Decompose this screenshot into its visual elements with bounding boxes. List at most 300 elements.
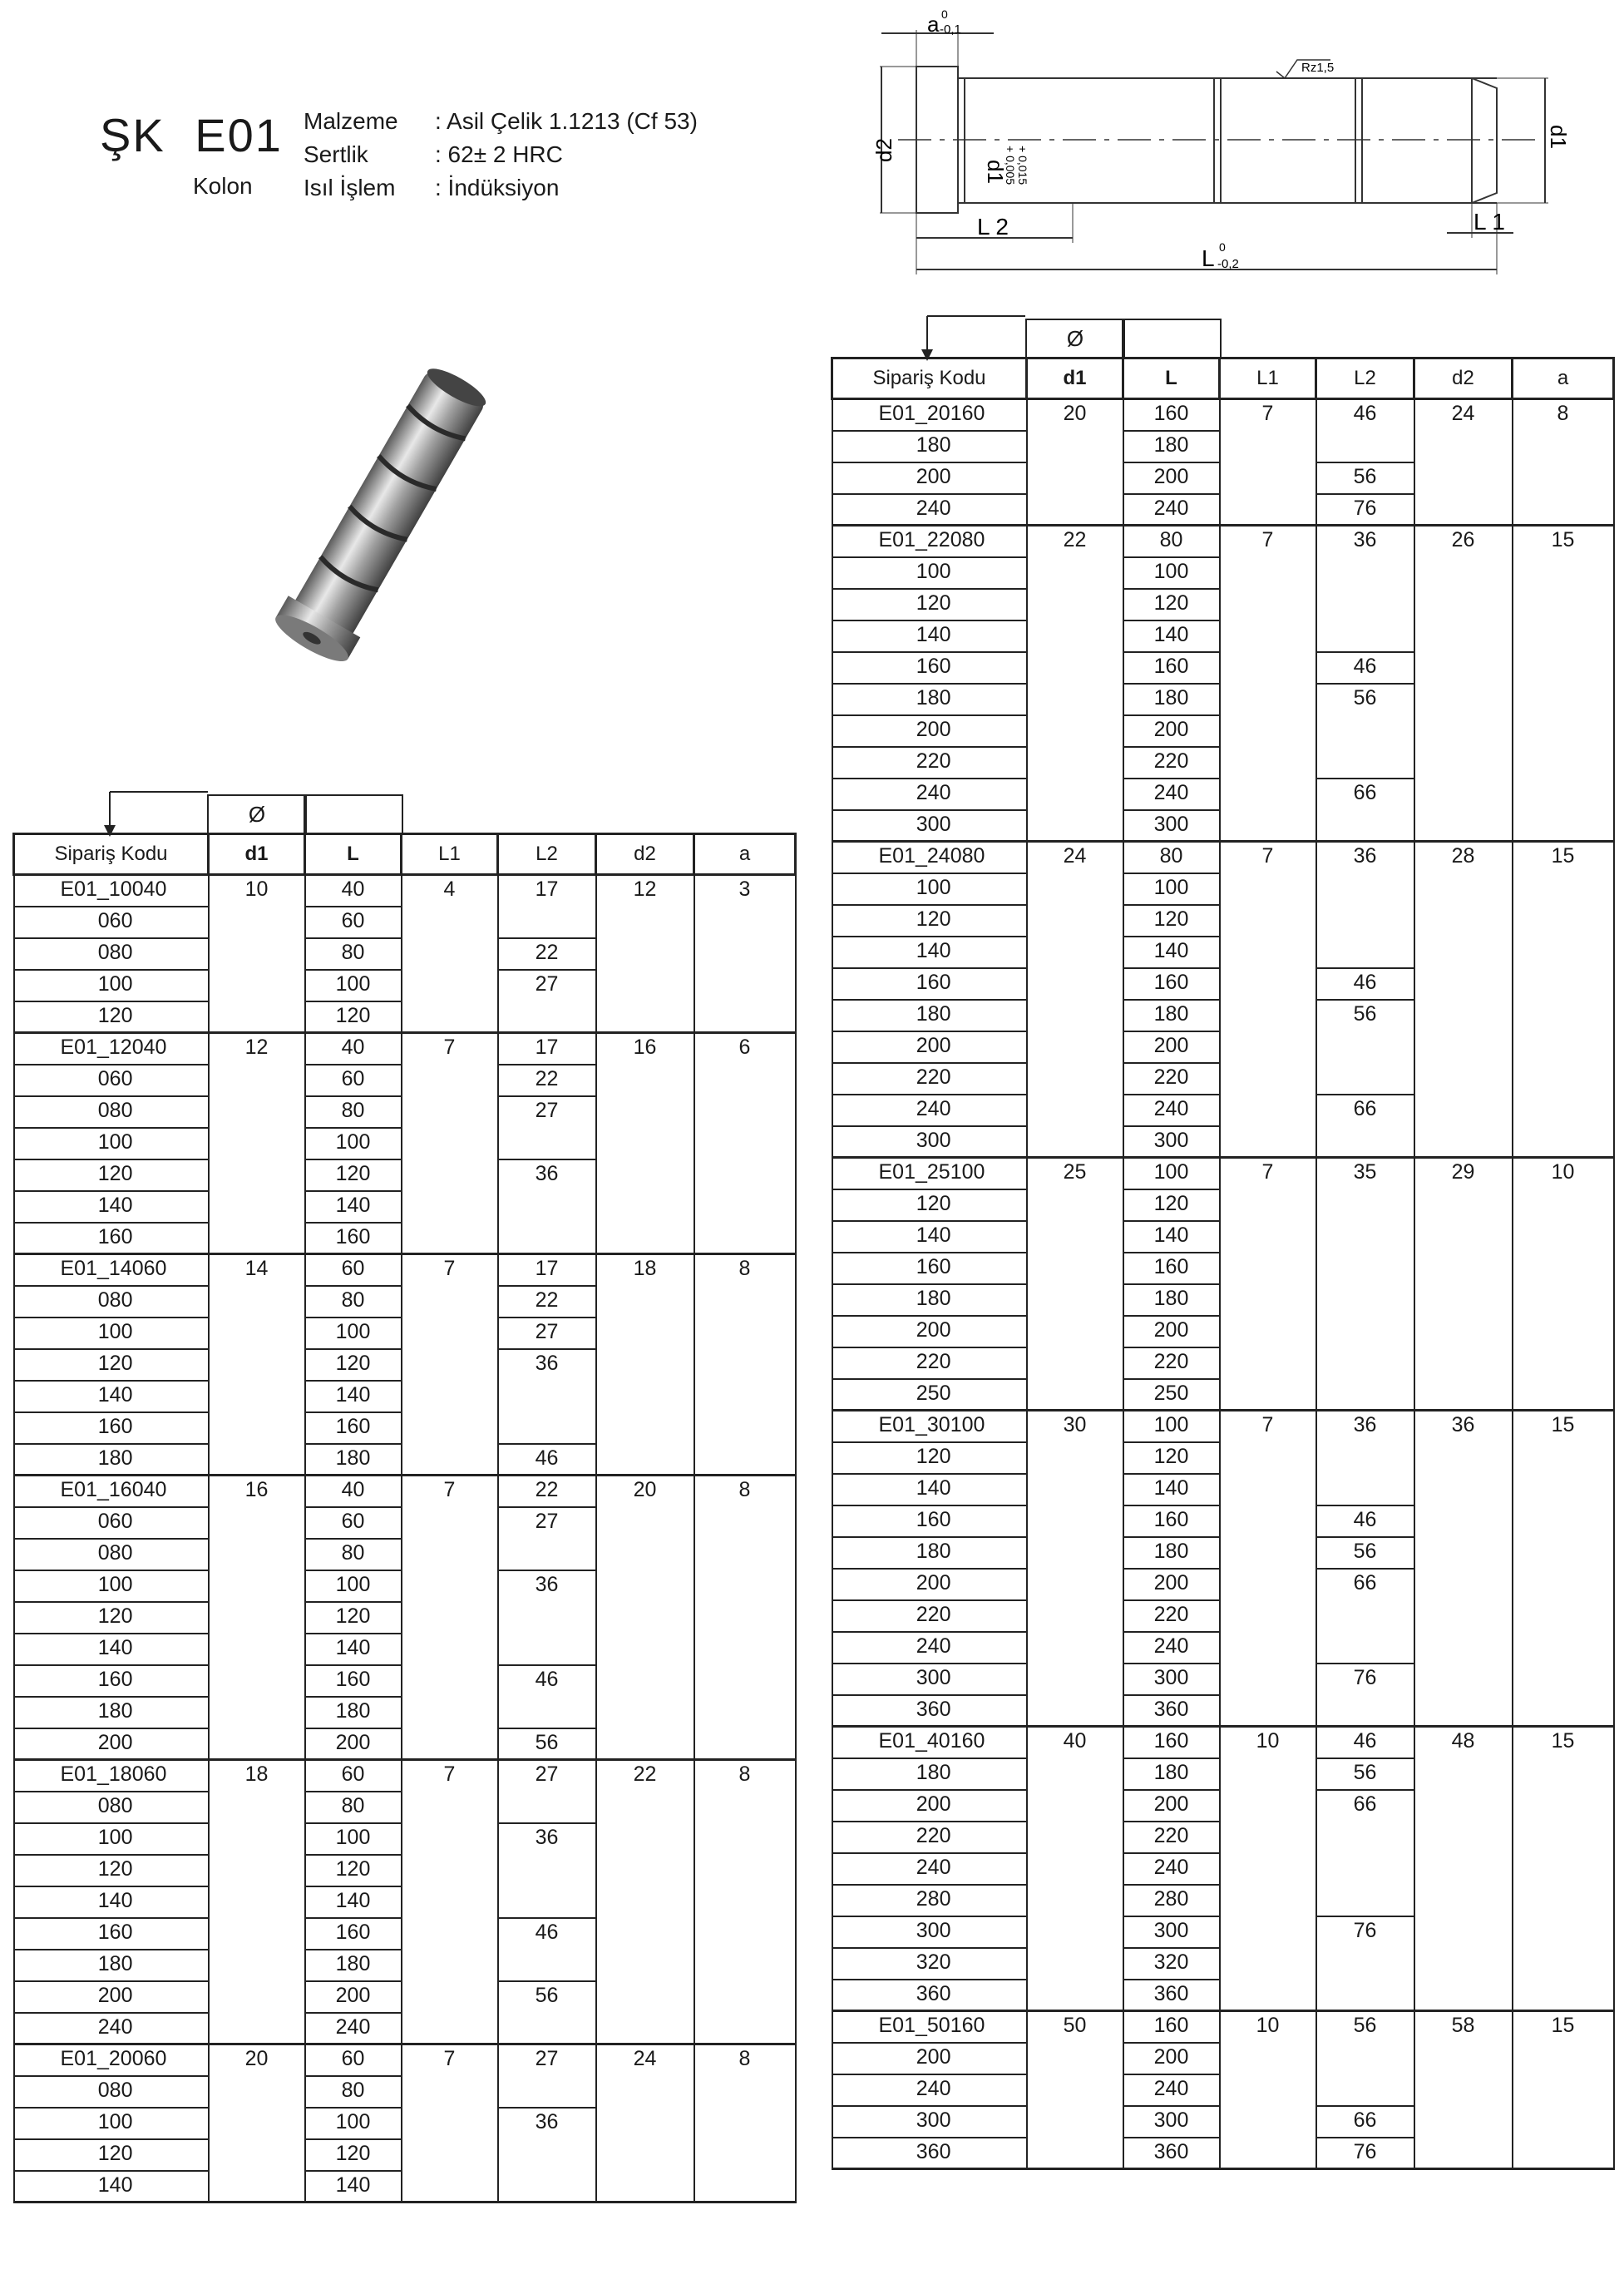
order-code-cell: 120 xyxy=(832,1189,1027,1221)
table-row xyxy=(14,1254,796,1286)
cell-L: 140 xyxy=(1123,1474,1220,1505)
cell-L2: 22 xyxy=(498,1476,596,1507)
cell-L: 80 xyxy=(305,1096,402,1128)
order-code-cell: 220 xyxy=(832,1347,1027,1379)
table-row xyxy=(832,1158,1614,1189)
cell-L: 120 xyxy=(1123,1442,1220,1474)
phi-header: Ø xyxy=(1025,319,1125,357)
cell-L: 360 xyxy=(1123,1980,1220,2011)
col-header: Sipariş Kodu xyxy=(832,358,1027,399)
cell-L2: 46 xyxy=(1316,652,1414,684)
order-code-cell: 080 xyxy=(14,1539,209,1570)
order-code-cell: 080 xyxy=(14,1096,209,1128)
cell-d2: 20 xyxy=(596,1476,694,1760)
order-code-cell: 200 xyxy=(832,462,1027,494)
cell-L: 60 xyxy=(305,1254,402,1286)
cell-d2: 29 xyxy=(1414,1158,1513,1411)
order-code-cell: 200 xyxy=(832,1569,1027,1600)
cell-d1: 10 xyxy=(209,875,305,1033)
cell-L: 140 xyxy=(1123,1221,1220,1253)
cell-L2: 27 xyxy=(498,2044,596,2108)
cell-L: 80 xyxy=(305,1792,402,1823)
cell-L: 280 xyxy=(1123,1885,1220,1916)
order-code-cell: 300 xyxy=(832,2106,1027,2138)
cell-L: 180 xyxy=(1123,1284,1220,1316)
cell-L: 240 xyxy=(1123,494,1220,526)
cell-L: 300 xyxy=(1123,1664,1220,1695)
cell-a: 15 xyxy=(1513,1411,1614,1727)
left-spec-table xyxy=(12,833,797,2203)
cell-L2: 46 xyxy=(1316,399,1414,462)
spec-row xyxy=(304,138,698,171)
cell-L: 300 xyxy=(1123,1126,1220,1158)
cell-L: 100 xyxy=(1123,557,1220,589)
col-header: L1 xyxy=(402,834,498,875)
cell-L: 240 xyxy=(1123,2074,1220,2106)
cell-L2: 66 xyxy=(1316,2106,1414,2138)
product-image xyxy=(225,349,541,682)
cell-L2: 27 xyxy=(498,1507,596,1570)
cell-L: 160 xyxy=(1123,1727,1220,1758)
order-code-cell: 160 xyxy=(832,1253,1027,1284)
order-code-cell: 300 xyxy=(832,810,1027,842)
order-code-cell: E01_22080 xyxy=(832,526,1027,557)
order-code-cell: 100 xyxy=(14,2108,209,2139)
cell-d1: 25 xyxy=(1027,1158,1123,1411)
cell-L: 360 xyxy=(1123,2138,1220,2169)
cell-L: 200 xyxy=(1123,2043,1220,2074)
cell-L: 180 xyxy=(305,1444,402,1476)
cell-L: 250 xyxy=(1123,1379,1220,1411)
cell-d1: 16 xyxy=(209,1476,305,1760)
order-code-cell: 360 xyxy=(832,1695,1027,1727)
cell-L1: 7 xyxy=(1220,842,1316,1158)
cell-L: 60 xyxy=(305,1065,402,1096)
phi-header-spacer xyxy=(304,794,403,833)
cell-L1: 7 xyxy=(402,1476,498,1760)
order-code-cell: 240 xyxy=(832,1632,1027,1664)
cell-L2: 76 xyxy=(1316,1664,1414,1727)
spec-value: : Asil Çelik 1.1213 (Cf 53) xyxy=(435,108,698,134)
order-code-cell: 160 xyxy=(14,1412,209,1444)
order-code-cell: E01_25100 xyxy=(832,1158,1027,1189)
cell-L: 160 xyxy=(305,1918,402,1950)
order-code-cell: 100 xyxy=(832,873,1027,905)
order-code-cell: 160 xyxy=(14,1918,209,1950)
cell-a: 3 xyxy=(694,875,796,1033)
cell-L: 100 xyxy=(305,1570,402,1602)
table-row xyxy=(14,875,796,907)
cell-L2: 46 xyxy=(498,1444,596,1476)
dim-L2: L 2 xyxy=(977,214,1009,240)
spec-label: Sertlik xyxy=(304,141,368,167)
order-code-cell: 200 xyxy=(832,1031,1027,1063)
order-code-cell: 160 xyxy=(14,1223,209,1254)
order-code-cell: 300 xyxy=(832,1916,1027,1948)
order-code-cell: 080 xyxy=(14,1792,209,1823)
col-header: L xyxy=(305,834,402,875)
order-code-cell: 120 xyxy=(832,589,1027,620)
cell-L: 140 xyxy=(305,1191,402,1223)
order-code-cell: E01_12040 xyxy=(14,1033,209,1065)
order-code-cell: 060 xyxy=(14,1507,209,1539)
cell-L2: 56 xyxy=(1316,1537,1414,1569)
cell-L1: 7 xyxy=(1220,1158,1316,1411)
cell-L2: 56 xyxy=(498,1981,596,2044)
table-header-row xyxy=(832,358,1614,399)
order-code-cell: 180 xyxy=(832,1000,1027,1031)
order-code-cell: 240 xyxy=(832,779,1027,810)
order-code-cell: 300 xyxy=(832,1126,1027,1158)
order-code-cell: 180 xyxy=(14,1697,209,1728)
cell-L: 200 xyxy=(1123,1031,1220,1063)
cell-L2: 36 xyxy=(1316,1411,1414,1505)
cell-L: 160 xyxy=(1123,399,1220,431)
order-code-cell: 160 xyxy=(14,1665,209,1697)
cell-L: 120 xyxy=(305,1602,402,1634)
spec-value: : İndüksiyon xyxy=(435,175,560,200)
cell-L2: 17 xyxy=(498,1254,596,1286)
dim-d2: d2 xyxy=(871,138,896,162)
order-code-cell: 100 xyxy=(14,1823,209,1855)
roughness-label: Rz1,5 xyxy=(1301,61,1335,75)
order-code-cell: E01_14060 xyxy=(14,1254,209,1286)
order-code-cell: 180 xyxy=(14,1444,209,1476)
cell-L: 200 xyxy=(1123,1316,1220,1347)
dim-a-tol-top: 0 xyxy=(941,7,948,21)
cell-L2: 35 xyxy=(1316,1158,1414,1411)
cell-L1: 7 xyxy=(402,1033,498,1254)
dim-L-tol-top: 0 xyxy=(1219,240,1226,254)
order-code-cell: 360 xyxy=(832,1980,1027,2011)
cell-a: 8 xyxy=(694,1760,796,2044)
cell-L: 100 xyxy=(1123,1158,1220,1189)
table-row xyxy=(14,1760,796,1792)
cell-L2: 56 xyxy=(1316,1758,1414,1790)
cell-a: 15 xyxy=(1513,1727,1614,2011)
order-code-cell: 160 xyxy=(832,968,1027,1000)
order-code-cell: 120 xyxy=(832,1442,1027,1474)
order-code-cell: E01_30100 xyxy=(832,1411,1027,1442)
order-code-cell: 140 xyxy=(14,1191,209,1223)
cell-L2: 36 xyxy=(1316,526,1414,652)
order-code-cell: 180 xyxy=(832,1537,1027,1569)
order-code-cell: 100 xyxy=(14,970,209,1001)
cell-L1: 7 xyxy=(1220,526,1316,842)
col-header: a xyxy=(694,834,796,875)
order-code-cell: 220 xyxy=(832,1063,1027,1095)
cell-L2: 36 xyxy=(498,2108,596,2202)
cell-d2: 18 xyxy=(596,1254,694,1476)
dim-L: L xyxy=(1202,245,1215,271)
cell-L: 120 xyxy=(305,1159,402,1191)
cell-L2: 56 xyxy=(1316,684,1414,779)
cell-L: 240 xyxy=(1123,779,1220,810)
cell-d1: 12 xyxy=(209,1033,305,1254)
order-code-cell: E01_18060 xyxy=(14,1760,209,1792)
col-header: d2 xyxy=(1414,358,1513,399)
order-code-cell: E01_16040 xyxy=(14,1476,209,1507)
dim-a: a xyxy=(927,12,940,37)
cell-L: 200 xyxy=(1123,462,1220,494)
cell-L: 140 xyxy=(305,1634,402,1665)
order-code-cell: 080 xyxy=(14,1286,209,1318)
cell-L: 160 xyxy=(305,1665,402,1697)
spec-label: Malzeme xyxy=(304,108,398,134)
cell-L: 100 xyxy=(305,1823,402,1855)
cell-L: 80 xyxy=(305,938,402,970)
cell-L: 180 xyxy=(305,1697,402,1728)
order-code-cell: 200 xyxy=(832,1316,1027,1347)
dim-d1-tol-top: + 0,005 xyxy=(1004,146,1017,185)
cell-d1: 50 xyxy=(1027,2011,1123,2169)
cell-L2: 66 xyxy=(1316,1095,1414,1158)
table-row xyxy=(832,842,1614,873)
cell-d1: 40 xyxy=(1027,1727,1123,2011)
cell-L: 100 xyxy=(305,1318,402,1349)
cell-d2: 58 xyxy=(1414,2011,1513,2169)
col-header: Sipariş Kodu xyxy=(14,834,209,875)
cell-L: 140 xyxy=(305,1381,402,1412)
col-header: d1 xyxy=(1027,358,1123,399)
cell-L: 160 xyxy=(305,1223,402,1254)
cell-L: 180 xyxy=(1123,684,1220,715)
cell-L: 80 xyxy=(1123,842,1220,873)
cell-L1: 7 xyxy=(402,1254,498,1476)
cell-L: 220 xyxy=(1123,1822,1220,1853)
order-code-cell: 200 xyxy=(14,1981,209,2013)
col-header: d2 xyxy=(596,834,694,875)
phi-header-spacer xyxy=(1122,319,1222,357)
cell-L2: 22 xyxy=(498,1286,596,1318)
order-code-cell: 120 xyxy=(832,905,1027,937)
cell-L2: 36 xyxy=(498,1159,596,1254)
cell-L: 320 xyxy=(1123,1948,1220,1980)
order-code-cell: 300 xyxy=(832,1664,1027,1695)
dim-d1-tol: + 0,015 xyxy=(1016,146,1029,185)
cell-L: 160 xyxy=(1123,2011,1220,2043)
cell-L: 200 xyxy=(1123,715,1220,747)
order-code-cell: E01_24080 xyxy=(832,842,1027,873)
col-header: L1 xyxy=(1220,358,1316,399)
cell-L: 100 xyxy=(1123,1411,1220,1442)
cell-L: 200 xyxy=(1123,1790,1220,1822)
cell-L: 80 xyxy=(305,2076,402,2108)
cell-L: 240 xyxy=(1123,1632,1220,1664)
cell-L: 160 xyxy=(305,1412,402,1444)
cell-L: 220 xyxy=(1123,1600,1220,1632)
order-code-cell: 240 xyxy=(832,1095,1027,1126)
cell-d2: 24 xyxy=(1414,399,1513,526)
order-code-cell: 240 xyxy=(832,1853,1027,1885)
table-row xyxy=(832,526,1614,557)
cell-L2: 76 xyxy=(1316,494,1414,526)
cell-L: 120 xyxy=(305,1855,402,1886)
cell-L1: 7 xyxy=(402,2044,498,2202)
cell-d2: 26 xyxy=(1414,526,1513,842)
cell-L: 120 xyxy=(1123,1189,1220,1221)
order-code-cell: 220 xyxy=(832,1600,1027,1632)
order-code-cell: 180 xyxy=(832,431,1027,462)
order-code-cell: 120 xyxy=(14,1159,209,1191)
table-header-row xyxy=(14,834,796,875)
cell-L: 60 xyxy=(305,907,402,938)
order-code-cell: 120 xyxy=(14,1001,209,1033)
order-code-cell: 140 xyxy=(14,1886,209,1918)
cell-L2: 36 xyxy=(498,1349,596,1444)
cell-L2: 56 xyxy=(1316,462,1414,494)
cell-L: 200 xyxy=(305,1728,402,1760)
cell-L: 160 xyxy=(1123,1253,1220,1284)
spec-row xyxy=(304,105,698,138)
order-code-cell: 220 xyxy=(832,1822,1027,1853)
cell-L: 180 xyxy=(305,1950,402,1981)
col-header: a xyxy=(1513,358,1614,399)
product-subtitle: Kolon xyxy=(193,173,253,199)
cell-L: 40 xyxy=(305,1033,402,1065)
cell-a: 15 xyxy=(1513,526,1614,842)
order-code-cell: 200 xyxy=(832,1790,1027,1822)
cell-L: 240 xyxy=(1123,1853,1220,1885)
cell-L2: 76 xyxy=(1316,1916,1414,2011)
dim-L1: L 1 xyxy=(1473,209,1505,235)
order-code-cell: 220 xyxy=(832,747,1027,779)
cell-L2: 17 xyxy=(498,875,596,938)
cell-L: 140 xyxy=(1123,620,1220,652)
cell-L2: 36 xyxy=(1316,842,1414,968)
cell-L: 220 xyxy=(1123,1063,1220,1095)
cell-L2: 46 xyxy=(1316,968,1414,1000)
cell-a: 8 xyxy=(694,2044,796,2202)
order-code-cell: 100 xyxy=(832,557,1027,589)
order-code-cell: 180 xyxy=(14,1950,209,1981)
order-code-cell: E01_20060 xyxy=(14,2044,209,2076)
order-code-cell: 360 xyxy=(832,2138,1027,2169)
order-code-cell: 180 xyxy=(832,1758,1027,1790)
order-code-cell: 120 xyxy=(14,1602,209,1634)
order-code-cell: 120 xyxy=(14,1349,209,1381)
cell-L1: 7 xyxy=(402,1760,498,2044)
order-code-cell: 160 xyxy=(832,1505,1027,1537)
cell-d2: 36 xyxy=(1414,1411,1513,1727)
cell-L2: 66 xyxy=(1316,1790,1414,1916)
order-code-cell: 200 xyxy=(832,715,1027,747)
cell-d1: 22 xyxy=(1027,526,1123,842)
spec-list xyxy=(304,105,698,205)
cell-L: 80 xyxy=(305,1286,402,1318)
cell-L2: 17 xyxy=(498,1033,596,1065)
cell-L: 160 xyxy=(1123,652,1220,684)
code-value: E01 xyxy=(195,109,283,161)
table-row xyxy=(832,1411,1614,1442)
cell-L: 40 xyxy=(305,875,402,907)
cell-L2: 27 xyxy=(498,1096,596,1159)
cell-L: 60 xyxy=(305,1760,402,1792)
cell-d1: 20 xyxy=(209,2044,305,2202)
cell-L: 120 xyxy=(305,1349,402,1381)
cell-L2: 46 xyxy=(498,1665,596,1728)
cell-d2: 24 xyxy=(596,2044,694,2202)
cell-L2: 76 xyxy=(1316,2138,1414,2169)
table-row xyxy=(14,1033,796,1065)
table-row xyxy=(14,1476,796,1507)
cell-d2: 48 xyxy=(1414,1727,1513,2011)
order-code-cell: 180 xyxy=(832,1284,1027,1316)
order-code-cell: 120 xyxy=(14,2139,209,2171)
cell-L2: 27 xyxy=(498,1760,596,1823)
dim-d1-right: d1 xyxy=(1546,125,1571,149)
cell-L2: 36 xyxy=(498,1823,596,1918)
cell-L: 80 xyxy=(305,1539,402,1570)
cell-d2: 12 xyxy=(596,875,694,1033)
cell-L: 100 xyxy=(305,1128,402,1159)
order-code-cell: 100 xyxy=(14,1570,209,1602)
cell-L: 160 xyxy=(1123,1505,1220,1537)
col-header: L xyxy=(1123,358,1220,399)
technical-drawing xyxy=(848,0,1597,283)
cell-L: 300 xyxy=(1123,810,1220,842)
cell-d1: 30 xyxy=(1027,1411,1123,1727)
order-code-cell: 140 xyxy=(14,1381,209,1412)
order-code-cell: 140 xyxy=(14,2171,209,2202)
cell-L: 60 xyxy=(305,2044,402,2076)
cell-L1: 10 xyxy=(1220,1727,1316,2011)
cell-a: 8 xyxy=(694,1476,796,1760)
cell-L: 180 xyxy=(1123,1537,1220,1569)
cell-L: 200 xyxy=(305,1981,402,2013)
cell-L: 160 xyxy=(1123,968,1220,1000)
cell-L2: 66 xyxy=(1316,1569,1414,1664)
cell-L: 180 xyxy=(1123,431,1220,462)
order-code-cell: 120 xyxy=(14,1855,209,1886)
dim-d1: d1 xyxy=(983,160,1008,184)
order-code-cell: 160 xyxy=(832,652,1027,684)
cell-L: 100 xyxy=(305,970,402,1001)
order-code-cell: 250 xyxy=(832,1379,1027,1411)
cell-a: 15 xyxy=(1513,2011,1614,2169)
cell-d1: 18 xyxy=(209,1760,305,2044)
phi-header: Ø xyxy=(207,794,307,833)
table-row xyxy=(832,1727,1614,1758)
order-code-cell: 240 xyxy=(14,2013,209,2044)
order-code-cell: 140 xyxy=(832,937,1027,968)
cell-d2: 16 xyxy=(596,1033,694,1254)
cell-L2: 56 xyxy=(1316,2011,1414,2106)
order-code-cell: E01_20160 xyxy=(832,399,1027,431)
cell-L: 220 xyxy=(1123,747,1220,779)
table-row xyxy=(832,2011,1614,2043)
order-code-cell: 080 xyxy=(14,938,209,970)
cell-L: 140 xyxy=(1123,937,1220,968)
order-code-cell: 080 xyxy=(14,2076,209,2108)
cell-d2: 22 xyxy=(596,1760,694,2044)
cell-d1: 14 xyxy=(209,1254,305,1476)
cell-L: 240 xyxy=(1123,1095,1220,1126)
cell-L: 180 xyxy=(1123,1000,1220,1031)
cell-a: 15 xyxy=(1513,842,1614,1158)
order-code-cell: 100 xyxy=(14,1318,209,1349)
cell-a: 8 xyxy=(1513,399,1614,526)
cell-a: 8 xyxy=(694,1254,796,1476)
cell-L2: 27 xyxy=(498,1318,596,1349)
order-code-cell: 200 xyxy=(14,1728,209,1760)
cell-L: 120 xyxy=(305,2139,402,2171)
cell-L2: 56 xyxy=(498,1728,596,1760)
cell-L: 200 xyxy=(1123,1569,1220,1600)
cell-L: 360 xyxy=(1123,1695,1220,1727)
cell-L1: 4 xyxy=(402,875,498,1033)
cell-d1: 24 xyxy=(1027,842,1123,1158)
